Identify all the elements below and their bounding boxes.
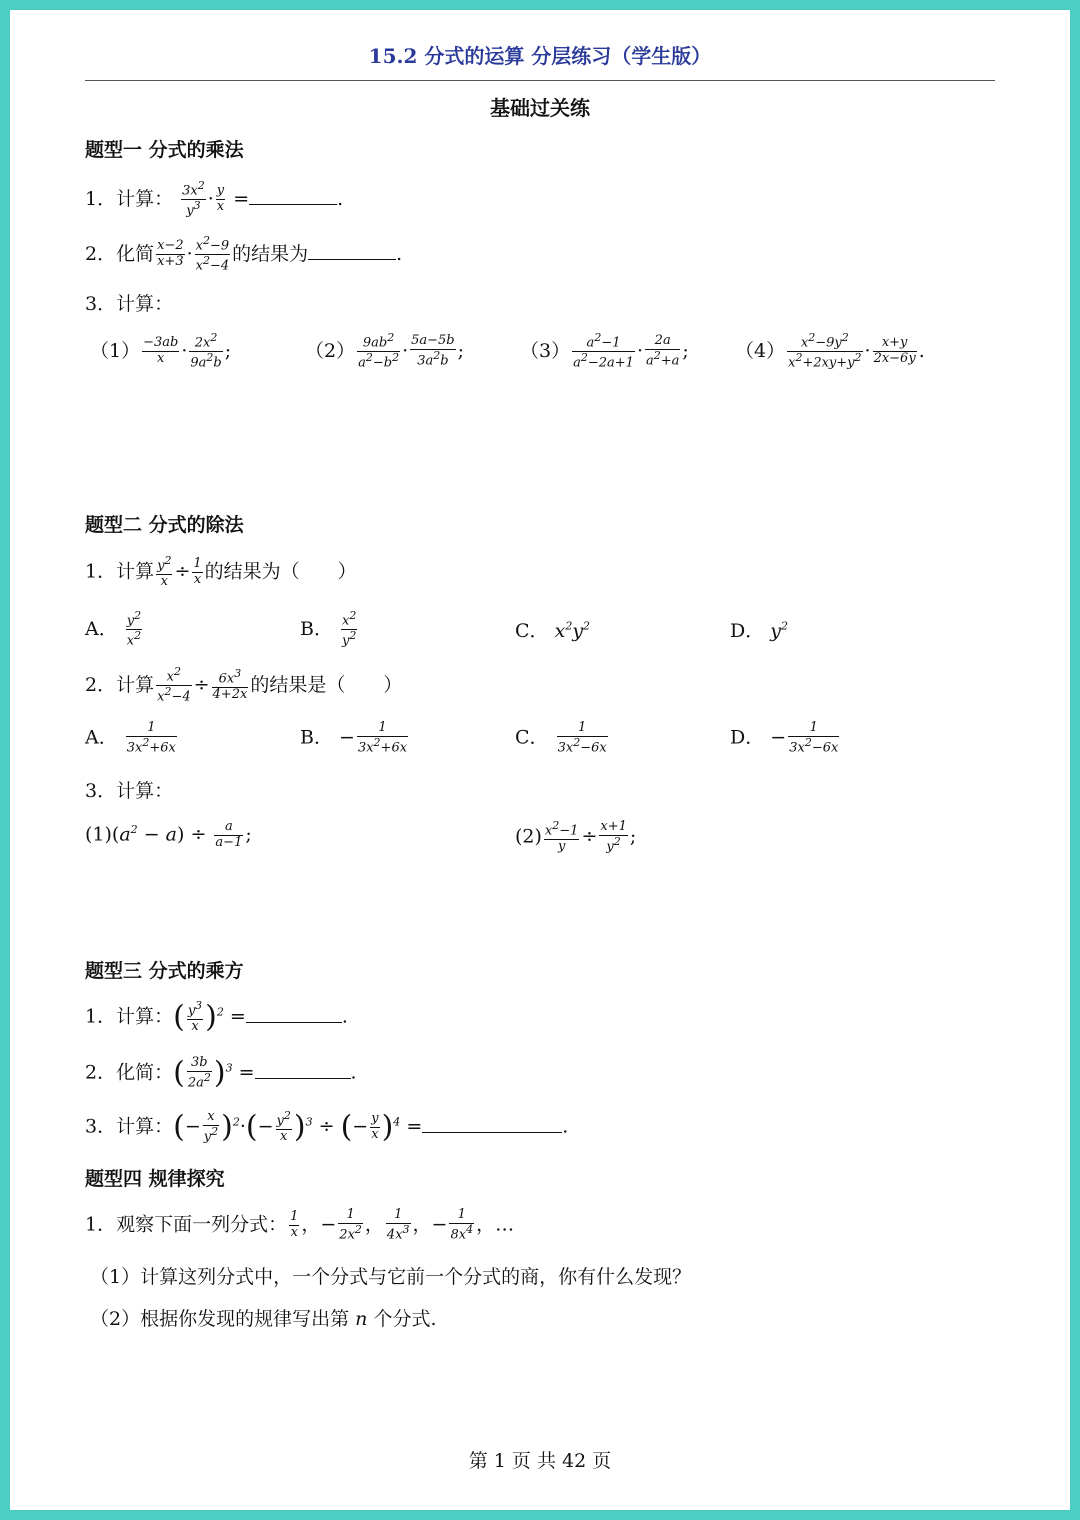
section-2-title: 题型二 分式的除法 (85, 514, 244, 536)
option-label: C． (515, 620, 549, 642)
fraction: $\frac{-3ab}{x}$ (143, 335, 179, 367)
header-rule (85, 80, 995, 81)
fraction: $\frac{2x^2}{9a^2b}$ (190, 331, 222, 371)
s3-question-1: 1．计算：( $\frac{y^3}{x}$ )$^2$ = . (85, 999, 348, 1035)
fraction: $\frac{x+1}{y^2}$ (600, 819, 627, 855)
s2-q2-option-c[interactable] (515, 721, 610, 756)
fraction: $\frac{y}{x}$ (216, 183, 225, 215)
fraction: $\frac{1}{4x^3}$ (386, 1207, 410, 1243)
option-label: A． (85, 617, 118, 640)
s2-q2-prefix: 2．计算 (85, 673, 155, 696)
s3-question-2: 2．化简：( $\frac{3b}{2a^2}$ )$^3$ = . (85, 1055, 357, 1091)
s1-question-2: 2．化简 $\frac{x-2}{x+3}$ · $\frac{x^2-9}{x^2-4}$ 的结果为 . (85, 234, 403, 274)
s4-sub-question-1: （1）计算这列分式中，一个分式与它前一个分式的商，你有什么发现？ (90, 1266, 692, 1288)
fraction: $\frac{x}{y^2}$ (203, 1109, 219, 1145)
s2-q1-option-b[interactable] (300, 610, 359, 650)
s2-question-1: 1．计算 $\frac{y^2}{x}$ ÷ $\frac{1}{x}$ 的结果为（ ） (85, 554, 357, 590)
section-3-title: 题型三 分式的乘方 (85, 960, 244, 982)
s1-q3-part-1: （1） $\frac{-3ab}{x}$ · $\frac{2x^2}{9a^2b}$ ; (90, 331, 232, 371)
s2-q1-option-d[interactable]: D． $y^2$ (730, 619, 789, 642)
part-label: （4） (735, 339, 786, 362)
fraction: $\frac{1}{3x^2+6x}$ (357, 720, 408, 756)
s4-sub2-text-a: （2）根据你发现的规律写出第 (90, 1308, 350, 1330)
s3-q3-prefix: 3．计算： (85, 1115, 174, 1138)
answer-blank[interactable] (422, 1116, 562, 1133)
level-title: 基础过关练 (490, 96, 590, 120)
s1-q3-part-3: （3） $\frac{a^2-1}{a^2-2a+1}$ · $\frac{2a}{a^2+a}$ ; (520, 331, 689, 371)
fraction: $\frac{1}{3x^2-6x}$ (789, 720, 839, 756)
s1-q2-suffix: 的结果为 (232, 242, 309, 265)
period: . (396, 242, 403, 265)
s1-q2-prefix: 2．化简 (85, 242, 155, 265)
s1-q1-prefix: 1．计算： (85, 187, 174, 210)
part-label: （1） (90, 339, 141, 362)
s2-q2-option-b[interactable]: B． − $\frac{1}{3x^2+6x}$ (300, 720, 408, 756)
fraction: $\frac{x^2}{y^2}$ (342, 609, 357, 649)
s2-q2-option-d[interactable]: D． − $\frac{1}{3x^2-6x}$ (730, 720, 839, 756)
period: . (562, 1115, 569, 1138)
fraction: $\frac{a^2-1}{a^2-2a+1}$ (573, 331, 634, 371)
answer-blank[interactable] (255, 1062, 351, 1079)
fraction: $\frac{1}{2x^2}$ (339, 1207, 362, 1243)
fraction: $\frac{x^2-9y^2}{x^2+2xy+y^2}$ (788, 331, 862, 371)
s1-q3-part-4: （4） $\frac{x^2-9y^2}{x^2+2xy+y^2}$ · $\frac{x+y}{2x-6y}$ . (735, 331, 925, 371)
fraction: $\frac{x^2-9}{x^2-4}$ (195, 234, 230, 274)
option-label: D． (730, 726, 765, 749)
fraction: $\frac{1}{x}$ (290, 1209, 299, 1241)
part-label: （2） (305, 339, 356, 362)
s2-q1-option-a[interactable] (85, 610, 144, 650)
s2-q1-option-c[interactable]: C． $x^2y^2$ (515, 619, 591, 642)
fraction: $\frac{3b}{2a^2}$ (187, 1055, 211, 1091)
s2-q1-prefix: 1．计算 (85, 560, 155, 583)
fraction: $\frac{x-2}{x+3}$ (157, 238, 184, 270)
fraction: $\frac{y^2}{x}$ (276, 1109, 291, 1145)
period: . (350, 1061, 357, 1084)
fraction: $\frac{1}{8x^4}$ (450, 1207, 474, 1243)
part-label: (1) (85, 823, 112, 846)
option-label: B． (300, 726, 333, 749)
s2-q2-option-a[interactable] (85, 721, 179, 756)
s3-question-3: 3．计算：(− $\frac{x}{y^2}$ )$^2$·(− $\frac{y^2}{x}$ )$^3$ ÷ (− $\frac{y}{x}$ )$^4$ = . (85, 1109, 569, 1145)
s3-q2-prefix: 2．化简： (85, 1061, 174, 1084)
s2-q3-part-1: $(1)(a^2 - a)$ ÷ $\frac{a}{a-1}$ ; (85, 819, 252, 850)
s1-question-1: 1．计算： $\frac{3x^2}{y^3}$ · $\frac{y}{x}$ = . (85, 179, 344, 219)
part-label: (2) (515, 825, 542, 848)
s4-q1-prefix: 1．观察下面一列分式： (85, 1213, 288, 1236)
s2-q1-suffix: 的结果为（ ） (204, 560, 357, 583)
fraction: $\frac{y}{x}$ (371, 1111, 379, 1143)
s2-question-2: 2．计算 $\frac{x^2}{x^2-4}$ ÷ $\frac{6x^3}{4+2x}$ 的结果是（ ） (85, 665, 403, 705)
page-header-title: 15.2 分式的运算 分层练习（学生版） (368, 44, 712, 68)
option-label: A． (85, 726, 118, 749)
worksheet-page (10, 10, 1070, 1510)
fraction: $\frac{9ab^2}{a^2-b^2}$ (358, 331, 400, 371)
fraction: $\frac{1}{3x^2+6x}$ (126, 720, 176, 756)
s4-question-1: 1．观察下面一列分式： $\frac{1}{x}$ ，− $\frac{1}{2x^2}$ ， $\frac{1}{4x^3}$ ，− $\frac{1}{8x^4}$ ，… (85, 1207, 515, 1243)
answer-blank[interactable] (246, 1006, 342, 1023)
fraction: $\frac{x^2}{x^2-4}$ (157, 665, 191, 705)
s2-question-3: 3．计算： (85, 780, 174, 802)
fraction: $\frac{1}{x}$ (193, 556, 202, 588)
s2-q3-part-2: (2) $\frac{x^2-1}{y}$ ÷ $\frac{x+1}{y^2}$ ; (515, 819, 637, 855)
fraction: $\frac{a}{a-1}$ (215, 819, 243, 850)
s1-question-3: 3．计算： (85, 293, 174, 315)
option-label: C． (515, 726, 549, 749)
option-label: B． (300, 617, 333, 640)
section-1-title: 题型一 分式的乘法 (85, 139, 244, 161)
fraction: $\frac{y^3}{x}$ (187, 999, 203, 1035)
part-label: （3） (520, 339, 571, 362)
page-footer: 第 1 页 共 42 页 (468, 1450, 612, 1472)
s2-q2-suffix: 的结果是（ ） (250, 673, 403, 696)
option-label: D． (730, 620, 765, 642)
s3-q1-prefix: 1．计算： (85, 1005, 174, 1028)
s4-sub2-text-b: 个分式. (373, 1308, 437, 1330)
s1-q3-part-2: （2） $\frac{9ab^2}{a^2-b^2}$ · $\frac{5a-5b}{3a^2b}$ ; (305, 331, 465, 371)
fraction: $\frac{y^2}{x}$ (157, 554, 172, 590)
fraction: $\frac{6x^3}{4+2x}$ (212, 667, 248, 703)
fraction: $\frac{2a}{a^2+a}$ (645, 333, 680, 369)
answer-blank[interactable] (308, 243, 396, 260)
period: . (341, 1005, 348, 1028)
fraction: $\frac{x+y}{2x-6y}$ (873, 335, 916, 367)
fraction: $\frac{5a-5b}{3a^2b}$ (411, 333, 455, 369)
fraction: $\frac{x^2-1}{y}$ (544, 819, 579, 855)
fraction: $\frac{3x^2}{y^3}$ (182, 179, 205, 219)
ellipsis: … (495, 1213, 515, 1236)
section-4-title: 题型四 规律探究 (85, 1168, 225, 1190)
fraction: $\frac{y^2}{x^2}$ (126, 609, 142, 649)
variable-n: n (355, 1308, 368, 1330)
s4-sub-question-2 (90, 1304, 436, 1331)
fraction: $\frac{1}{3x^2-6x}$ (557, 720, 607, 756)
answer-blank[interactable] (249, 188, 337, 205)
period: . (337, 187, 344, 210)
